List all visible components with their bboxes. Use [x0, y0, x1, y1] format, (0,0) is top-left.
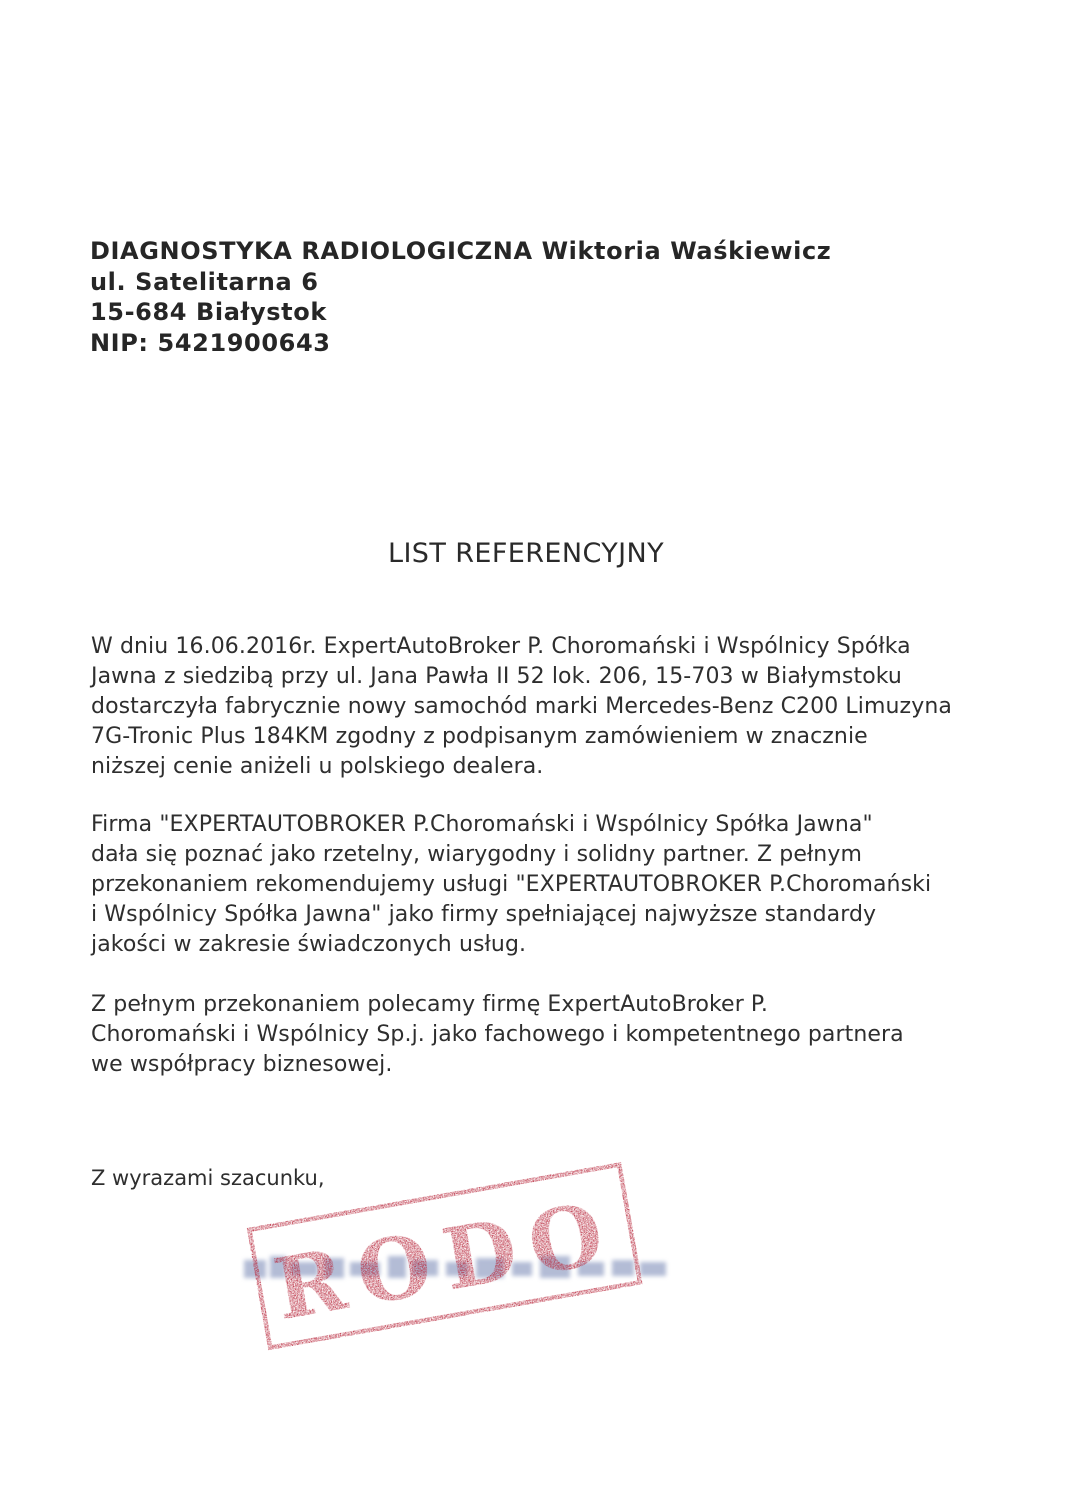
- closing-salutation: Z wyrazami szacunku,: [91, 1166, 325, 1190]
- paragraph-line: Jawna z siedzibą przy ul. Jana Pawła II 52 lok. 206, 15-703 w Białymstoku: [91, 664, 902, 689]
- letter-title: LIST REFERENCYJNY: [388, 538, 664, 569]
- sender-address-block: [90, 236, 831, 358]
- paragraph-line: Firma "EXPERTAUTOBROKER P.Choromański i Wspólnicy Spółka Jawna": [91, 812, 873, 837]
- body-paragraph-3: [91, 990, 991, 1080]
- sender-street: ul. Satelitarna 6: [90, 267, 319, 296]
- stamp-text: RODO: [267, 1181, 624, 1340]
- rodo-stamp: [230, 1152, 660, 1352]
- paragraph-line: dała się poznać jako rzetelny, wiarygodny i solidny partner. Z pełnym: [91, 842, 863, 867]
- paragraph-line: niższej cenie aniżeli u polskiego dealera.: [91, 754, 544, 779]
- paragraph-line: 7G-Tronic Plus 184KM zgodny z podpisanym zamówieniem w znacznie: [91, 724, 868, 749]
- paragraph-line: dostarczyła fabrycznie nowy samochód marki Mercedes-Benz C200 Limuzyna: [91, 694, 952, 719]
- paragraph-line: Z pełnym przekonaniem polecamy firmę ExpertAutoBroker P.: [91, 992, 768, 1017]
- paragraph-line: jakości w zakresie świadczonych usług.: [91, 932, 527, 957]
- sender-company-name: DIAGNOSTYKA RADIOLOGICZNA Wiktoria Waśkiewicz: [90, 237, 832, 265]
- paragraph-line: we współpracy biznesowej.: [91, 1052, 393, 1077]
- body-paragraph-1: [91, 632, 991, 782]
- paragraph-line: Choromański i Wspólnicy Sp.j. jako fachowego i kompetentnego partnera: [91, 1022, 904, 1047]
- paragraph-line: i Wspólnicy Spółka Jawna" jako firmy spełniającej najwyższe standardy: [91, 902, 877, 927]
- paragraph-line: przekonaniem rekomendujemy usługi "EXPERTAUTOBROKER P.Choromański: [91, 872, 932, 897]
- paragraph-line: W dniu 16.06.2016r. ExpertAutoBroker P. Choromański i Wspólnicy Spółka: [91, 634, 911, 659]
- body-paragraph-2: [91, 810, 991, 960]
- sender-nip: NIP: 5421900643: [90, 328, 331, 357]
- sender-city: 15-684 Białystok: [90, 298, 327, 326]
